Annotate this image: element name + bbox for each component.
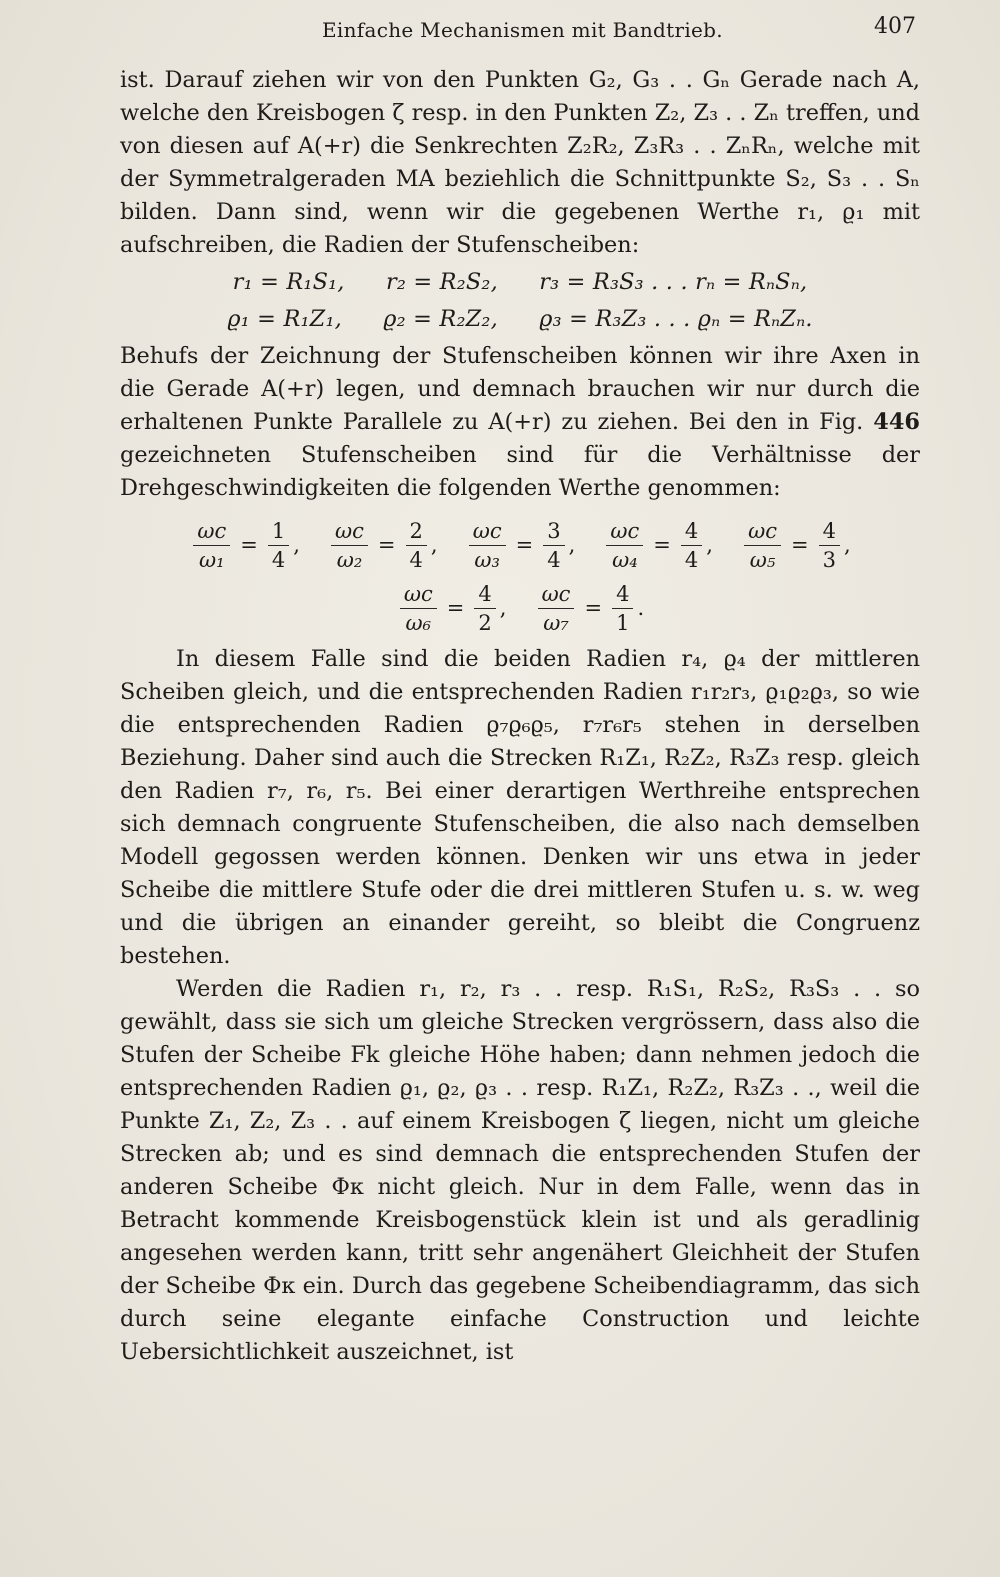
equals-sign: =	[515, 533, 534, 557]
equation-rho1: ϱ₁ = R₁Z₁,	[227, 306, 342, 332]
paragraph-2-text-b: gezeichneten Stufenscheiben sind für die Verhältnisse der Drehgeschwindigkeiten die folgenden Werthe genommen:	[120, 442, 920, 501]
page-body	[120, 64, 920, 1369]
equals-sign: =	[653, 533, 671, 557]
ratio-7-rhs-num: 4	[612, 582, 633, 609]
ratio-6	[396, 582, 507, 635]
ratio-1-rhs-num: 1	[268, 519, 289, 546]
ratio-7	[534, 582, 645, 635]
ratio-4-sep: ,	[706, 533, 713, 557]
paragraph-3: In diesem Falle sind die beiden Radien r₄, ϱ₄ der mittleren Scheiben gleich, und die entsprechenden Radien r₁r₂r₃, ϱ₁ϱ₂ϱ₃, so wie die entsprechenden Radien ϱ₇ϱ₆ϱ₅, r₇r₆r₅ stehen in derselben Beziehung. Daher sind auch die Strecken R₁Z₁, R₂Z₂, R₃Z₃ resp. gleich den Radien r₇, r₆, r₅. Bei einer derartigen Werthreihe entsprechen sich demnach congruente Stufenscheiben, die also nach demselben Modell gegossen werden können. Denken wir uns etwa in jeder Scheibe die mittlere Stufe oder die drei mittleren Stufen u. s. w. weg und die übrigen an einander gereiht, so bleibt die Congruenz bestehen.	[120, 646, 920, 969]
ratio-6-lhs-num: ωc	[400, 582, 437, 609]
ratio-6-sep: ,	[499, 596, 507, 620]
ratio-4-rhs-den: 4	[684, 548, 699, 572]
equals-sign: =	[446, 596, 465, 620]
equation-rho2: ϱ₂ = R₂Z₂,	[383, 306, 498, 332]
equals-sign: =	[377, 533, 396, 557]
ratio-equations	[120, 515, 920, 635]
ratio-7-rhs-den: 1	[616, 611, 630, 635]
ratio-2-lhs-den: ω₂	[336, 548, 363, 572]
ratio-6-lhs-den: ω₆	[405, 611, 432, 635]
ratio-4-rhs-num: 4	[681, 519, 702, 546]
ratio-6-rhs-den: 2	[478, 611, 492, 635]
ratio-4-lhs-num: ωc	[606, 519, 643, 546]
equals-sign: =	[584, 596, 603, 620]
ratio-1-lhs-den: ω₁	[199, 548, 225, 572]
ratio-4-lhs-den: ω₄	[612, 548, 638, 572]
equation-r-row	[120, 266, 920, 299]
equation-rho3-rhon: ϱ₃ = R₃Z₃ . . . ϱₙ = RₙZₙ.	[539, 306, 813, 332]
ratio-3-sep: ,	[568, 533, 576, 557]
equation-r1: r₁ = R₁S₁,	[232, 269, 345, 295]
ratio-1-sep: ,	[293, 533, 300, 557]
ratio-2-lhs-num: ωc	[331, 519, 368, 546]
equation-rho-row	[120, 303, 920, 336]
ratio-2-sep: ,	[430, 533, 438, 557]
ratio-7-sep: .	[637, 596, 645, 620]
paragraph-2	[120, 340, 920, 505]
ratio-6-rhs-num: 4	[474, 582, 495, 609]
ratio-5-sep: ,	[843, 533, 851, 557]
page-number: 407	[874, 14, 916, 39]
ratio-1-rhs-den: 4	[271, 548, 286, 572]
equation-r2: r₂ = R₂S₂,	[385, 269, 498, 295]
ratio-row-1	[120, 515, 920, 572]
ratio-4	[602, 519, 713, 572]
ratio-2-rhs-num: 2	[406, 519, 427, 546]
ratio-5-lhs-den: ω₅	[749, 548, 776, 572]
paragraph-4: Werden die Radien r₁, r₂, r₃ . . resp. R₁S₁, R₂S₂, R₃S₃ . . so gewählt, dass sie sich um gleiche Strecken vergrössern, dass also die Stufen der Scheibe Fk gleiche Höhe haben; dann nehmen jedoch die entsprechenden Radien ϱ₁, ϱ₂, ϱ₃ . . resp. R₁Z₁, R₂Z₂, R₃Z₃ . ., weil die Punkte Z₁, Z₂, Z₃ . . auf einem Kreisbogen ζ liegen, nicht um gleiche Strecken ab; und es sind demnach die entsprechenden Stufen der anderen Scheibe Φκ nicht gleich. Nur in dem Falle, wenn das in Betracht kommende Kreisbogenstück klein ist und als geradlinig angesehen werden kann, tritt sehr angenähert Gleichheit der Stufen der Scheibe Φκ ein. Durch das gegebene Scheibendiagramm, das sich durch seine elegante einfache Construction und leichte Uebersichtlichkeit auszeichnet, ist	[120, 976, 920, 1365]
ratio-5-lhs-num: ωc	[744, 519, 781, 546]
ratio-3-lhs-num: ωc	[469, 519, 506, 546]
ratio-5	[740, 519, 851, 572]
equals-sign: =	[240, 533, 258, 557]
ratio-7-lhs-num: ωc	[538, 582, 575, 609]
ratio-3-rhs-num: 3	[543, 519, 564, 546]
ratio-2	[327, 519, 438, 572]
paragraph-1: ist. Darauf ziehen wir von den Punkten G₂, G₃ . . Gₙ Gerade nach A, welche den Kreisbogen ζ resp. in den Punkten Z₂, Z₃ . . Zₙ treffen, und von diesen auf A(+r) die Senkrechten Z₂R₂, Z₃R₃ . . ZₙRₙ, welche mit der Symmetralgeraden MA beziehlich die Schnittpunkte S₂, S₃ . . Sₙ bilden. Dann sind, wenn wir die gegebenen Werthe r₁, ϱ₁ mit aufschreiben, die Radien der Stufenscheiben:	[120, 67, 920, 258]
equation-r3-rn: r₃ = R₃S₃ . . . rₙ = RₙSₙ,	[539, 269, 808, 295]
ratio-5-rhs-den: 3	[822, 548, 836, 572]
paragraph-2-text-a: Behufs der Zeichnung der Stufenscheiben können wir ihre Axen in die Gerade A(+r) legen, und demnach brauchen wir nur durch die erhaltenen Punkte Parallele zu A(+r) zu ziehen. Bei den in Fig.	[120, 343, 920, 435]
ratio-3-lhs-den: ω₃	[474, 548, 500, 572]
ratio-1	[189, 519, 300, 572]
ratio-5-rhs-num: 4	[819, 519, 840, 546]
ratio-row-2	[120, 578, 920, 635]
figure-reference: 446	[873, 409, 920, 435]
running-head: Einfache Mechanismen mit Bandtrieb.	[322, 18, 723, 42]
equals-sign: =	[790, 533, 809, 557]
ratio-3-rhs-den: 4	[547, 548, 561, 572]
ratio-2-rhs-den: 4	[409, 548, 423, 572]
ratio-7-lhs-den: ω₇	[543, 611, 569, 635]
ratio-3	[465, 519, 576, 572]
page-header	[0, 14, 1000, 50]
ratio-1-lhs-num: ωc	[193, 519, 230, 546]
